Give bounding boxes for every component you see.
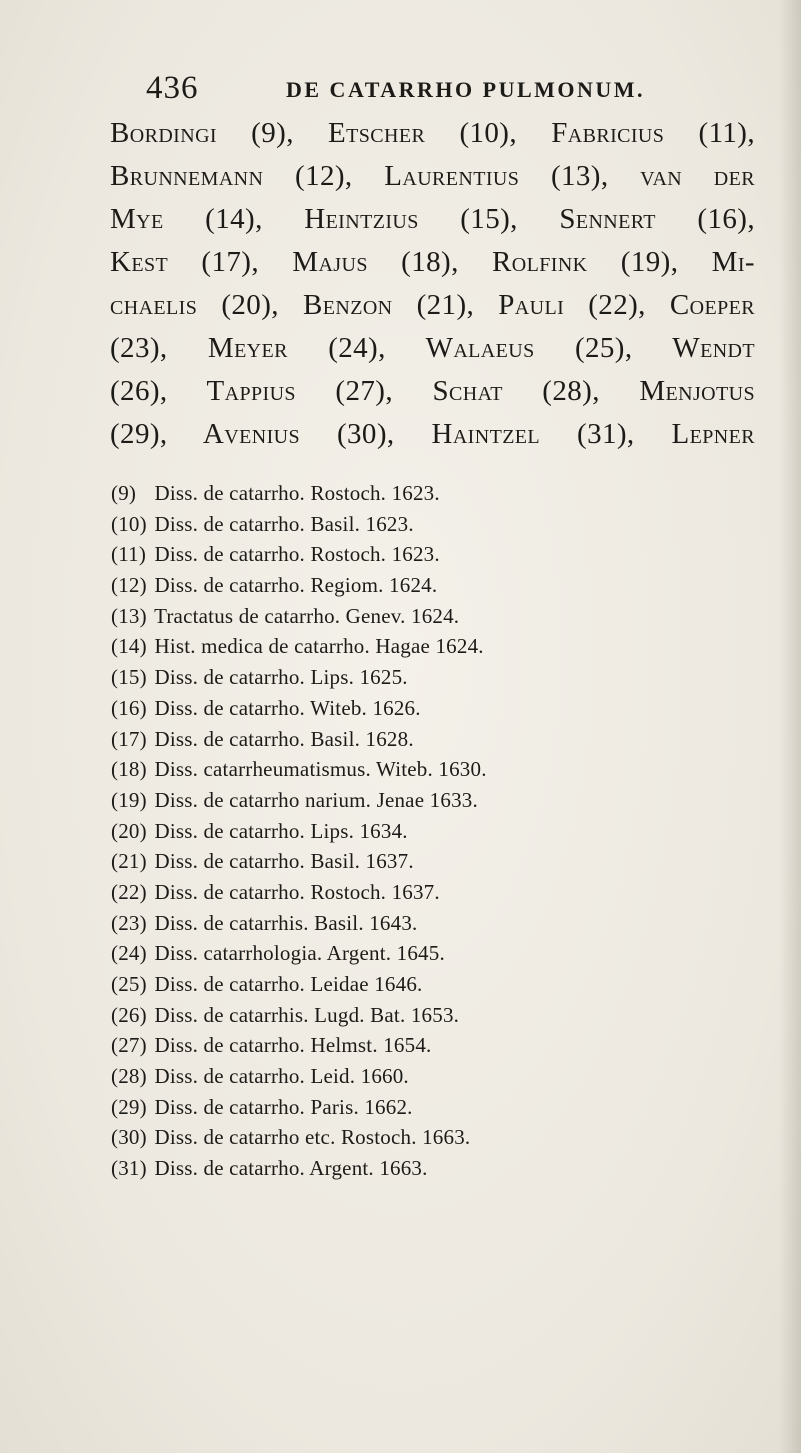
page-header [146, 68, 666, 112]
footnote-text: Diss. de catarrho. Lips. 1634. [154, 818, 408, 843]
footnote [111, 1153, 711, 1184]
footnote-number: (12) [111, 573, 147, 598]
footnote-text: Tractatus de catarrho. Genev. 1624. [154, 603, 460, 628]
page-number: 436 [146, 70, 199, 106]
main-text-line: Mye (14), Heintzius (15), Sennert (16), [110, 203, 755, 235]
footnote [111, 478, 711, 509]
footnote-text: Diss. de catarrho. Basil. 1637. [154, 849, 414, 874]
footnote [111, 570, 711, 601]
footnote-number: (30) [111, 1125, 147, 1150]
footnote-text: Diss. catarrheumatismus. Witeb. 1630. [154, 757, 487, 782]
footnote-number: (19) [111, 787, 147, 812]
footnote [111, 1061, 711, 1092]
footnote [111, 908, 711, 939]
footnote-text: Diss. de catarrho. Helmst. 1654. [154, 1033, 432, 1058]
footnote-number: (22) [111, 879, 147, 904]
footnote-text: Diss. de catarrho. Rostoch. 1637. [154, 879, 440, 904]
main-text-line: (26), Tappius (27), Schat (28), Menjotus [110, 375, 755, 407]
footnote-text: Diss. de catarrho. Rostoch. 1623. [154, 542, 440, 567]
footnote [111, 938, 711, 969]
footnote [111, 539, 711, 570]
footnote [111, 631, 711, 662]
footnote-number: (16) [111, 695, 147, 720]
footnote [111, 754, 711, 785]
footnote [111, 1122, 711, 1153]
footnote-text: Diss. de catarrho. Argent. 1663. [154, 1156, 428, 1181]
footnote-text: Diss. de catarrho. Leidae 1646. [154, 972, 423, 996]
footnote-number: (29) [111, 1094, 147, 1119]
footnote [111, 877, 711, 908]
footnote-text: Diss. de catarrho etc. Rostoch. 1663. [154, 1125, 471, 1150]
footnote-text: Diss. de catarrho. Lips. 1625. [154, 665, 408, 690]
footnote [111, 1000, 711, 1031]
footnote-number: (31) [111, 1156, 147, 1181]
footnote-number: (9) [111, 481, 137, 505]
footnote-number: (28) [111, 1064, 147, 1089]
footnote-number: (24) [111, 941, 147, 966]
main-text-line: chaelis (20), Benzon (21), Pauli (22), Coeper [110, 289, 755, 321]
footnote-number: (18) [111, 757, 147, 782]
main-text-block [110, 112, 755, 456]
running-head: DE CATARRHO PULMONUM. [286, 77, 646, 102]
footnote [111, 693, 711, 724]
footnote-number: (20) [111, 818, 147, 843]
main-text-line: Bordingi (9), Etscher (10), Fabricius (11), [110, 117, 755, 149]
footnote-text: Diss. de catarrho. Basil. 1628. [154, 726, 414, 751]
footnote-text: Hist. medica de catarrho. Hagae 1624. [154, 634, 484, 659]
footnote [111, 846, 711, 877]
footnote-text: Diss. de catarrho. Rostoch. 1623. [154, 481, 440, 505]
footnote [111, 662, 711, 693]
footnote-text: Diss. de catarrho narium. Jenae 1633. [154, 787, 478, 812]
footnote-text: Diss. de catarrho. Regiom. 1624. [154, 573, 438, 598]
footnote-text: Diss. catarrhologia. Argent. 1645. [154, 941, 445, 966]
footnotes [111, 478, 711, 1184]
footnote [111, 1030, 711, 1061]
main-text-line: (29), Avenius (30), Haintzel (31), Lepner [110, 418, 755, 450]
footnote-number: (27) [111, 1033, 147, 1058]
footnote-number: (10) [111, 511, 147, 536]
main-text-line: (23), Meyer (24), Walaeus (25), Wendt [110, 332, 755, 364]
footnote-number: (17) [111, 726, 147, 751]
footnote [111, 785, 711, 816]
footnote-number: (14) [111, 634, 147, 659]
footnote-text: Diss. de catarrhis. Basil. 1643. [154, 910, 418, 935]
footnote-text: Diss. de catarrhis. Lugd. Bat. 1653. [154, 1002, 460, 1027]
footnote-number: (26) [111, 1002, 147, 1027]
main-text-line: Brunnemann (12), Laurentius (13), van der [110, 160, 755, 192]
footnote [111, 969, 711, 1000]
footnote-number: (13) [111, 603, 147, 628]
footnote-text: Diss. de catarrho. Witeb. 1626. [154, 695, 421, 720]
footnote [111, 601, 711, 632]
footnote-number: (11) [111, 542, 147, 567]
footnote [111, 724, 711, 755]
footnote [111, 816, 711, 847]
footnote-number: (15) [111, 665, 147, 690]
footnote-text: Diss. de catarrho. Paris. 1662. [154, 1094, 413, 1119]
footnote [111, 509, 711, 540]
main-text-line: Kest (17), Majus (18), Rolfink (19), Mi- [110, 246, 755, 278]
footnote [111, 1092, 711, 1123]
footnote-number: (21) [111, 849, 147, 874]
footnote-text: Diss. de catarrho. Basil. 1623. [154, 511, 414, 536]
footnote-number: (23) [111, 910, 147, 935]
footnote-number: (25) [111, 972, 147, 996]
footnote-text: Diss. de catarrho. Leid. 1660. [154, 1064, 409, 1089]
page-edge-shadow [779, 0, 801, 1453]
